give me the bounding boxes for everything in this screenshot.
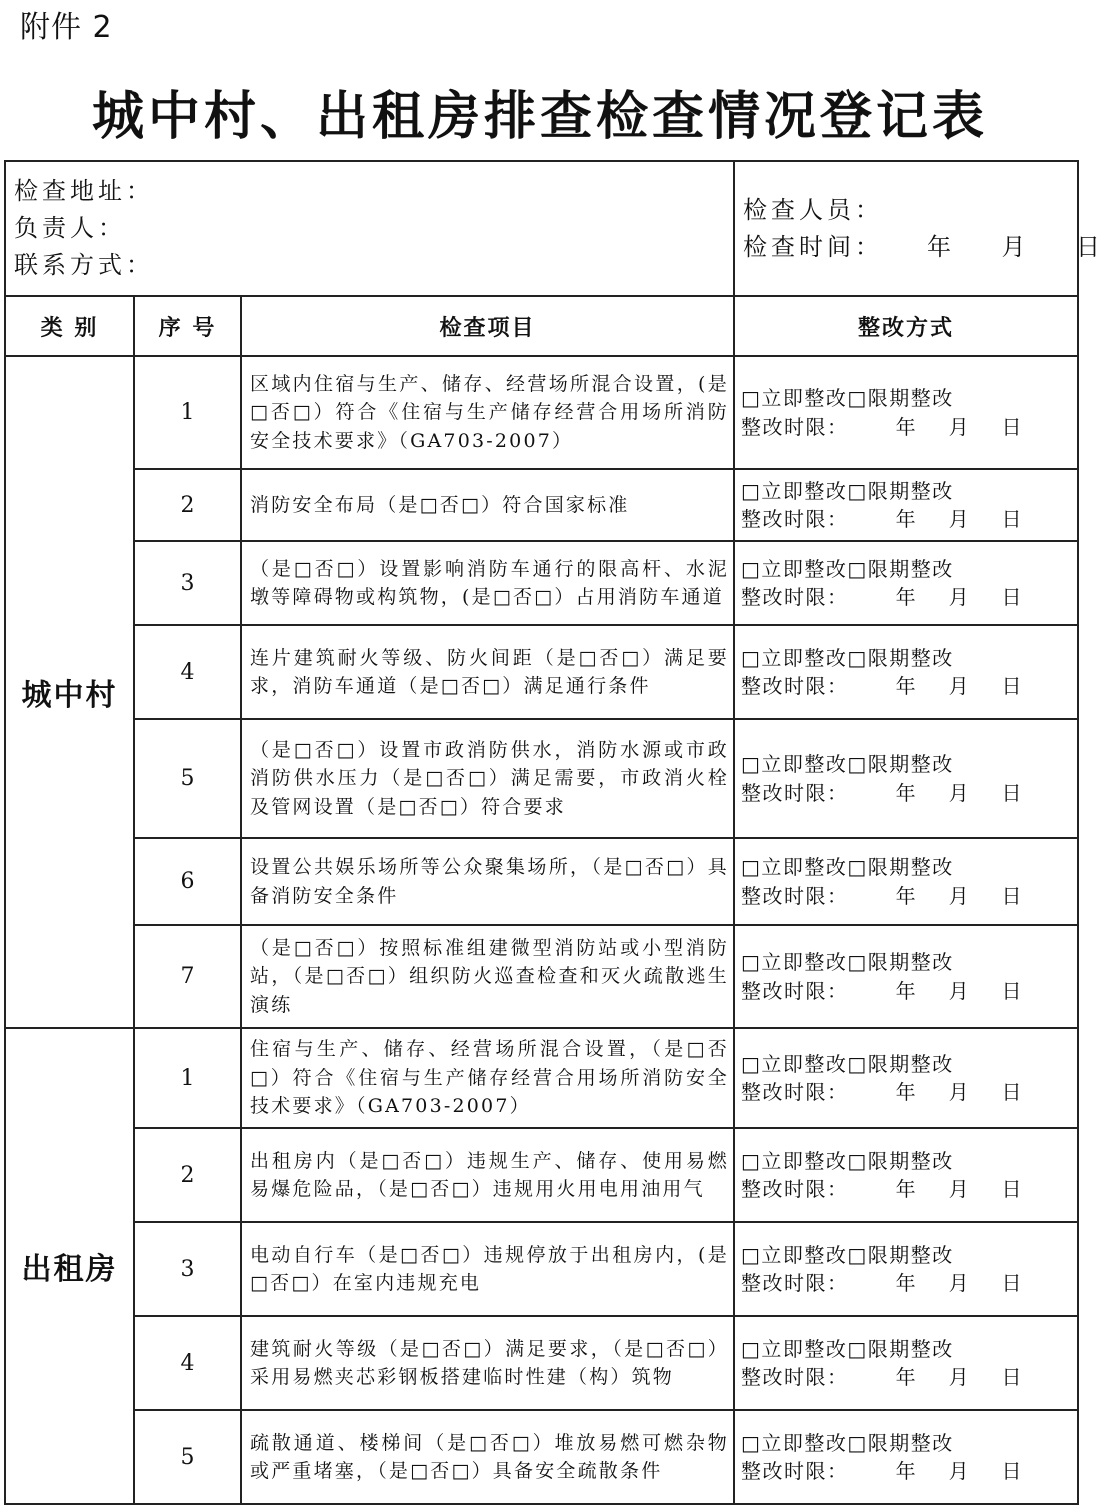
fix-deadline: 整改时限： 年 月 日	[741, 1177, 1024, 1201]
check-item: 区域内住宿与生产、储存、经营场所混合设置，(是□否□）符合《住宿与生产储存经营合用场所消防安全技术要求》（GA703-2007）	[241, 356, 734, 469]
fix-method-cell	[734, 1128, 1078, 1222]
inspection-time-line	[743, 229, 1104, 266]
fix-method-cell	[734, 625, 1078, 719]
check-item: 消防安全布局（是□否□）符合国家标准	[241, 469, 734, 541]
fix-deadline: 整改时限： 年 月 日	[741, 585, 1024, 609]
check-item: 住宿与生产、储存、经营场所混合设置，（是□否□）符合《住宿与生产储存经营合用场所消防安全技术要求》（GA703-2007）	[241, 1028, 734, 1128]
check-item: （是□否□）按照标准组建微型消防站或小型消防站，（是□否□）组织防火巡查检查和灭火疏散逃生演练	[241, 925, 734, 1028]
row-number: 7	[134, 925, 241, 1028]
fix-options[interactable]: □立即整改□限期整改	[741, 950, 954, 974]
table-row	[5, 719, 1078, 838]
fix-options[interactable]: □立即整改□限期整改	[741, 478, 954, 503]
inspection-time-label: 检查时间：	[743, 232, 883, 261]
row-number: 6	[134, 838, 241, 925]
table-row	[5, 625, 1078, 719]
fix-options[interactable]: □立即整改□限期整改	[741, 1430, 954, 1455]
fix-deadline: 整改时限： 年 月 日	[741, 414, 1024, 439]
table-row	[5, 541, 1078, 625]
table-row	[5, 838, 1078, 925]
fix-options[interactable]: □立即整改□限期整改	[741, 1051, 954, 1076]
fix-options[interactable]: □立即整改□限期整改	[741, 752, 954, 776]
fix-deadline: 整改时限： 年 月 日	[741, 1365, 1024, 1389]
contact-label: 联系方式：	[14, 251, 154, 279]
category-cell: 出租房	[5, 1028, 134, 1504]
check-item: 连片建筑耐火等级、防火间距（是□否□）满足要求，消防车通道（是□否□）满足通行条件	[241, 625, 734, 719]
fix-method-cell	[734, 469, 1078, 541]
fix-deadline: 整改时限： 年 月 日	[741, 883, 1024, 908]
check-item: （是□否□）设置影响消防车通行的限高杆、水泥墩等障碍物或构筑物，(是□否□）占用消防车通道	[241, 541, 734, 625]
col-header-item: 检查项目	[241, 296, 734, 356]
table-row	[5, 1222, 1078, 1316]
check-item: （是□否□）设置市政消防供水，消防水源或市政消防供水压力（是□否□）满足需要，市政消火栓及管网设置（是□否□）符合要求	[241, 719, 734, 838]
table-row	[5, 469, 1078, 541]
table-row	[5, 1316, 1078, 1410]
col-header-fix: 整改方式	[734, 296, 1078, 356]
col-header-category: 类 别	[5, 296, 134, 356]
inspection-table	[4, 160, 1104, 1505]
row-number: 2	[134, 1128, 241, 1222]
row-number: 4	[134, 625, 241, 719]
check-item: 疏散通道、楼梯间（是□否□）堆放易燃可燃杂物或严重堵塞，（是□否□）具备安全疏散条件	[241, 1410, 734, 1504]
row-number: 3	[134, 1222, 241, 1316]
row-number: 2	[134, 469, 241, 541]
table-row	[5, 925, 1078, 1028]
fix-options[interactable]: □立即整改□限期整改	[741, 855, 954, 879]
info-right-cell	[734, 161, 1104, 296]
attachment-label: 附件 2	[20, 10, 113, 45]
fix-method-cell	[734, 1410, 1078, 1504]
row-number: 1	[134, 356, 241, 469]
table-row	[5, 1028, 1078, 1128]
fix-options[interactable]: □立即整改□限期整改	[741, 1148, 954, 1173]
row-number: 4	[134, 1316, 241, 1410]
fix-deadline: 整改时限： 年 月 日	[741, 1080, 1024, 1104]
row-number: 1	[134, 1028, 241, 1128]
table-row	[5, 356, 1078, 469]
fix-method-cell	[734, 719, 1078, 838]
inspector-label: 检查人员：	[743, 195, 883, 224]
table-row	[5, 1128, 1078, 1222]
fix-options[interactable]: □立即整改□限期整改	[741, 386, 954, 410]
info-left-cell	[5, 161, 734, 296]
address-label: 检查地址：	[14, 177, 154, 205]
table-row	[5, 1410, 1078, 1504]
check-item: 电动自行车（是□否□）违规停放于出租房内，(是□否□）在室内违规充电	[241, 1222, 734, 1316]
fix-options[interactable]: □立即整改□限期整改	[741, 645, 954, 670]
fix-deadline: 整改时限： 年 月 日	[741, 1459, 1024, 1483]
fix-deadline: 整改时限： 年 月 日	[741, 507, 1024, 531]
fix-method-cell	[734, 541, 1078, 625]
fix-method-cell	[734, 838, 1078, 925]
row-number: 5	[134, 1410, 241, 1504]
header-row	[5, 296, 1078, 356]
page-title: 城中村、出租房排查检查情况登记表	[91, 86, 988, 147]
row-number: 5	[134, 719, 241, 838]
category-cell: 城中村	[5, 356, 134, 1028]
info-row	[5, 161, 1078, 296]
check-item: 出租房内（是□否□）违规生产、储存、使用易燃易爆危险品，（是□否□）违规用火用电用油用气	[241, 1128, 734, 1222]
fix-deadline: 整改时限： 年 月 日	[741, 978, 1024, 1003]
fix-method-cell	[734, 356, 1078, 469]
fix-deadline: 整改时限： 年 月 日	[741, 674, 1024, 698]
fix-method-cell	[734, 1222, 1078, 1316]
fix-method-cell	[734, 1028, 1078, 1128]
check-item: 设置公共娱乐场所等公众聚集场所，（是□否□）具备消防安全条件	[241, 838, 734, 925]
check-item: 建筑耐火等级（是□否□）满足要求，（是□否□）采用易燃夹芯彩钢板搭建临时性建（构）筑物	[241, 1316, 734, 1410]
responsible-label: 负责人：	[14, 214, 126, 242]
fix-method-cell	[734, 925, 1078, 1028]
fix-deadline: 整改时限： 年 月 日	[741, 1271, 1024, 1295]
fix-options[interactable]: □立即整改□限期整改	[741, 1336, 954, 1361]
row-number: 3	[134, 541, 241, 625]
fix-deadline: 整改时限： 年 月 日	[741, 780, 1024, 805]
fix-options[interactable]: □立即整改□限期整改	[741, 556, 954, 581]
inspection-time-ymd: 年 月 日	[927, 232, 1104, 261]
col-header-number: 序 号	[134, 296, 241, 356]
fix-method-cell	[734, 1316, 1078, 1410]
fix-options[interactable]: □立即整改□限期整改	[741, 1242, 954, 1267]
